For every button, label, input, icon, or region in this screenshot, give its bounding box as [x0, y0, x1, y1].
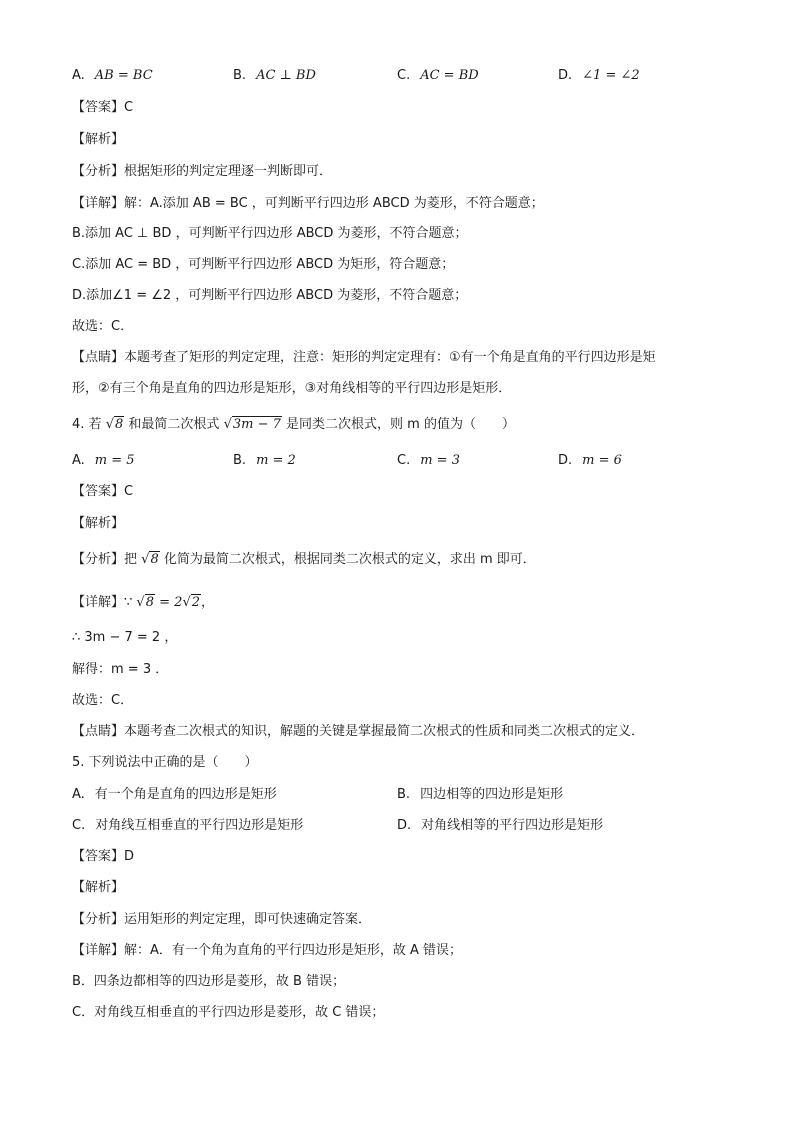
q4-option-d — [558, 452, 622, 470]
q4-dianjing: 【点睛】本题考查二次根式的知识，解题的关键是掌握最简二次根式的性质和同类二次根式的定义． — [72, 724, 645, 739]
q4-option-c — [397, 452, 460, 470]
option-text: m = 6 — [582, 453, 622, 468]
q3-option-b — [233, 67, 316, 85]
sqrt-sign: √ — [136, 595, 145, 610]
q3-analysis-heading: 【解析】 — [72, 132, 125, 147]
q3-detail-2: B.添加 AC ⊥ BD ，可判断平行四边形 ABCD 为菱形，不符合题意； — [72, 226, 468, 241]
option-label: A. — [72, 787, 85, 802]
sqrt-sign: √ — [141, 552, 150, 567]
sqrt-sign: √ — [182, 595, 191, 610]
option-label: B. — [233, 68, 247, 83]
option-text: AB = BC — [94, 68, 153, 83]
q4-detail-mid: = 2 — [159, 595, 183, 610]
q4-detail-end: ， — [201, 595, 215, 610]
q4-therefore: ∴ 3m − 7 = 2 ， — [72, 630, 178, 645]
q4-stem-mid: 和最简二次根式 — [128, 417, 220, 432]
sqrt-sign: √ — [223, 417, 232, 432]
option-text: 有一个角是直角的四边形是矩形 — [94, 787, 277, 802]
q5-option-c — [72, 817, 303, 835]
option-text: 对角线互相垂直的平行四边形是矩形 — [95, 818, 304, 833]
q3-detail-1: 【详解】解：A.添加 AB = BC ，可判断平行四边形 ABCD 为菱形，不符合题意； — [72, 196, 544, 211]
q5-detail-2: B．四条边都相等的四边形是菱形，故 B 错误； — [72, 974, 346, 989]
option-label: A. — [72, 453, 85, 468]
q4-fenxi-radicand: 8 — [150, 552, 159, 567]
option-label: D. — [397, 818, 412, 833]
option-label: D. — [558, 453, 573, 468]
q3-detail-4: D.添加∠1 = ∠2 ，可判断平行四边形 ABCD 为菱形，不符合题意； — [72, 288, 468, 303]
q4-stem-suffix: 是同类二次根式，则 m 的值为（ ） — [286, 417, 515, 432]
option-text: m = 3 — [420, 453, 460, 468]
q3-option-a — [72, 67, 153, 85]
option-text: 四边相等的四边形是矩形 — [420, 787, 564, 802]
option-text: ∠1 = ∠2 — [582, 68, 640, 83]
option-label: B. — [233, 453, 247, 468]
option-label: C. — [397, 453, 411, 468]
q3-option-d — [558, 67, 640, 85]
q5-stem: 5. 下列说法中正确的是（ ） — [72, 755, 258, 770]
q5-answer: 【答案】D — [72, 849, 135, 864]
q4-detail-prefix: 【详解】∵ — [72, 595, 133, 610]
option-text: m = 5 — [94, 453, 135, 468]
q4-solve: 解得：m = 3 ． — [72, 662, 169, 677]
option-text: AC ⊥ BD — [256, 68, 316, 83]
option-text: m = 2 — [256, 453, 296, 468]
q4-fenxi-suffix: 化简为最简二次根式，根据同类二次根式的定义，求出 m 即可． — [163, 552, 536, 567]
q4-detail-radicand-1: 8 — [145, 595, 154, 610]
q4-detail-radicand-2: 2 — [191, 595, 201, 610]
sqrt-sign: √ — [105, 417, 114, 432]
q3-dianjing-2: 形，②有三个角是直角的四边形是矩形，③对角线相等的平行四边形是矩形． — [72, 381, 512, 396]
q3-option-c — [397, 67, 479, 85]
q4-option-a — [72, 452, 135, 470]
q5-option-a — [72, 786, 277, 804]
option-label: D. — [558, 68, 573, 83]
q5-fenxi: 【分析】运用矩形的判定定理，即可快速确定答案． — [72, 912, 372, 927]
option-text: 对角线相等的平行四边形是矩形 — [421, 818, 604, 833]
q3-dianjing-1: 【点睛】本题考查了矩形的判定定理，注意：矩形的判定定理有：①有一个角是直角的平行四边形是矩 — [72, 350, 656, 365]
option-label: C. — [397, 68, 411, 83]
q3-answer: 【答案】C — [72, 100, 134, 115]
option-label: C. — [72, 818, 86, 833]
option-text: AC = BD — [420, 68, 479, 83]
q4-radicand-2: 3m − 7 — [232, 417, 281, 432]
q5-detail-3: C．对角线互相垂直的平行四边形是菱形，故 C 错误； — [72, 1005, 385, 1020]
q4-answer: 【答案】C — [72, 484, 134, 499]
q4-option-b — [233, 452, 296, 470]
q5-option-d — [397, 817, 603, 835]
q3-fenxi: 【分析】根据矩形的判定定理逐一判断即可． — [72, 164, 333, 179]
q4-detail — [72, 594, 214, 612]
q5-detail-1: 【详解】解：A．有一个角为直角的平行四边形是矩形，故 A 错误； — [72, 943, 463, 958]
option-label: B. — [397, 787, 411, 802]
q4-fenxi-prefix: 【分析】把 — [72, 552, 138, 567]
q4-fenxi — [72, 551, 536, 569]
q4-stem — [72, 416, 515, 434]
q4-stem-prefix: 4. 若 — [72, 417, 102, 432]
q4-radicand-1: 8 — [114, 417, 124, 432]
q3-detail-3: C.添加 AC = BD ，可判断平行四边形 ABCD 为矩形，符合题意； — [72, 257, 455, 272]
q3-choose: 故选：C． — [72, 319, 134, 334]
q4-analysis-heading: 【解析】 — [72, 516, 125, 531]
option-label: A. — [72, 68, 85, 83]
q5-analysis-heading: 【解析】 — [72, 880, 125, 895]
q5-option-b — [397, 786, 563, 804]
q4-choose: 故选：C． — [72, 693, 134, 708]
